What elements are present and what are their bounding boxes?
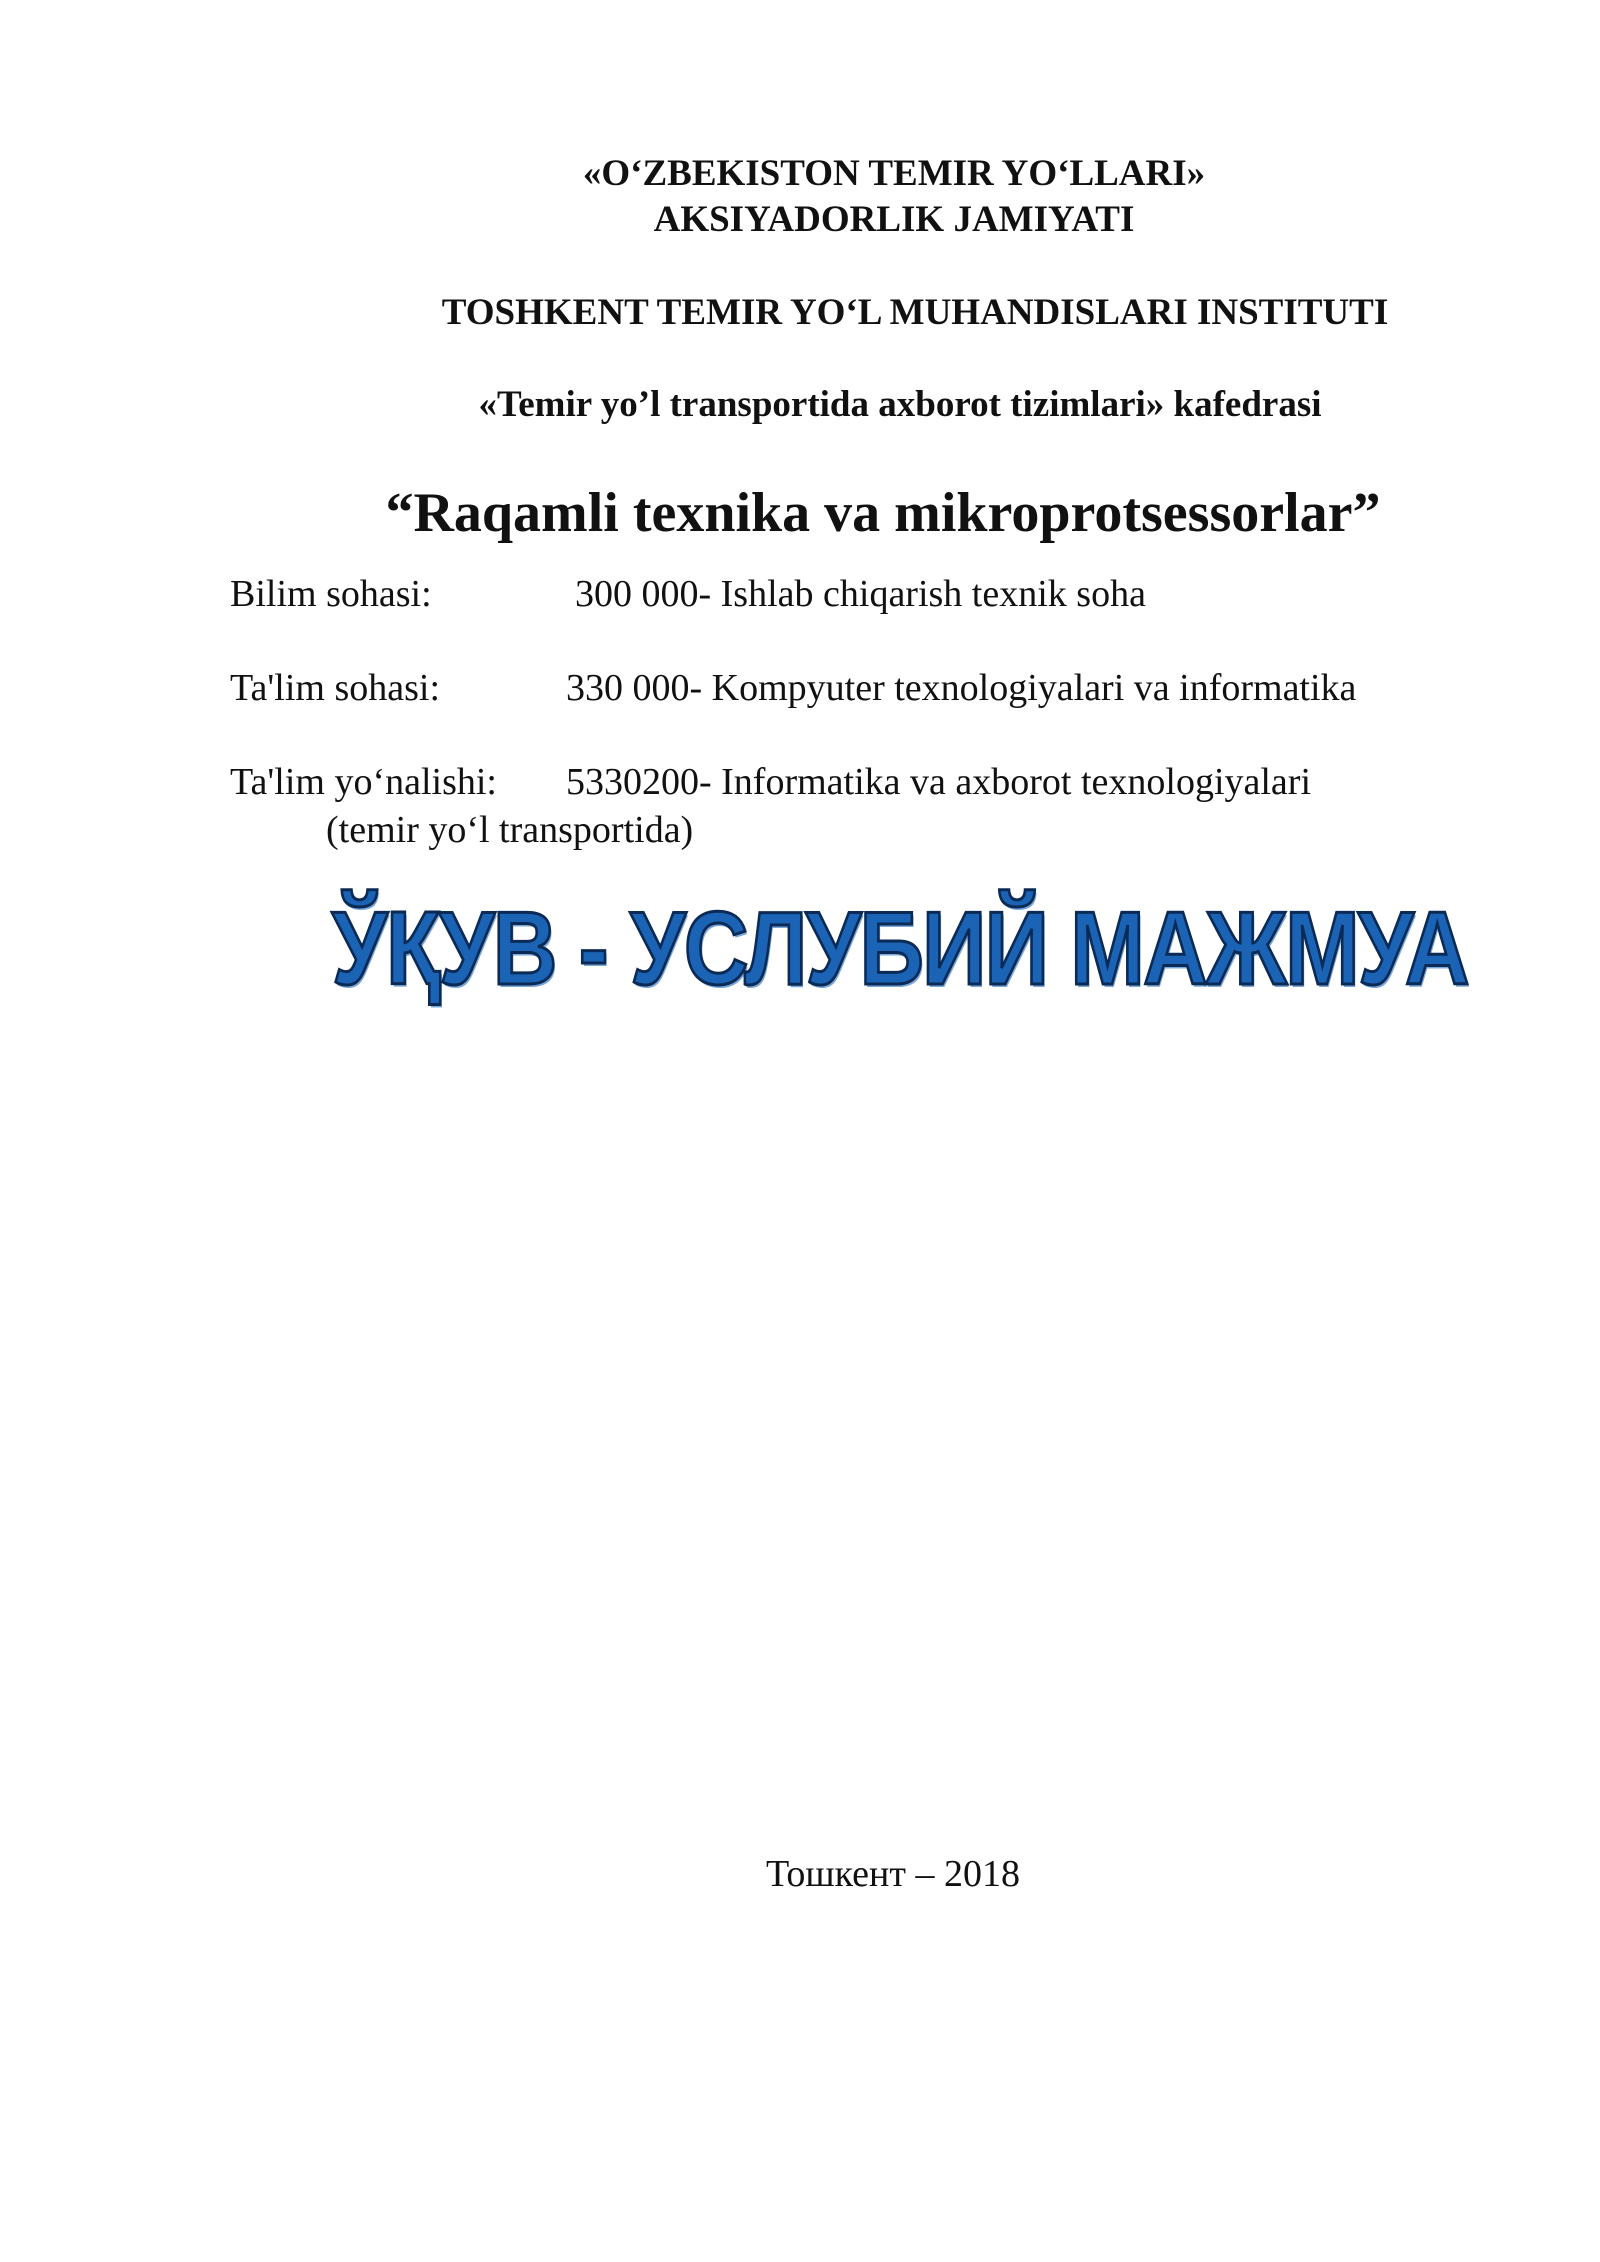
subject-title: “Raqamli texnika va mikroprotsessorlar” xyxy=(385,482,1381,544)
organization-type: AKSIYADORLIK JAMIYATI xyxy=(653,199,1135,240)
field-value: 330 000- Kompyuter texnologiyalari va informatika xyxy=(566,667,1357,709)
main-title: ЎҚУВ - УСЛУБИЙ МАЖМУА xyxy=(332,891,1468,1007)
field-label: Ta'lim sohasi: xyxy=(230,667,441,709)
direction-note: (temir yo‘l transportida) xyxy=(326,809,694,851)
field-value: 5330200- Informatika va axborot texnologiyalari xyxy=(566,761,1312,803)
field-knowledge-area xyxy=(230,572,1146,616)
place-year: Тошкент – 2018 xyxy=(766,1853,1020,1895)
department-name: «Temir yo’l transportida axborot tizimlari» kafedrasi xyxy=(478,384,1322,425)
field-education-direction xyxy=(230,760,1312,804)
field-value: 300 000- Ishlab chiqarish texnik soha xyxy=(575,573,1146,615)
field-education-area xyxy=(230,666,1357,710)
field-label: Ta'lim yo‘nalishi: xyxy=(230,761,497,803)
institute-name: TOSHKENT TEMIR YO‘L MUHANDISLARI INSTITUTI xyxy=(441,292,1389,333)
field-label: Bilim sohasi: xyxy=(230,573,432,615)
organization-name: «O‘ZBEKISTON TEMIR YO‘LLARI» xyxy=(582,153,1206,194)
